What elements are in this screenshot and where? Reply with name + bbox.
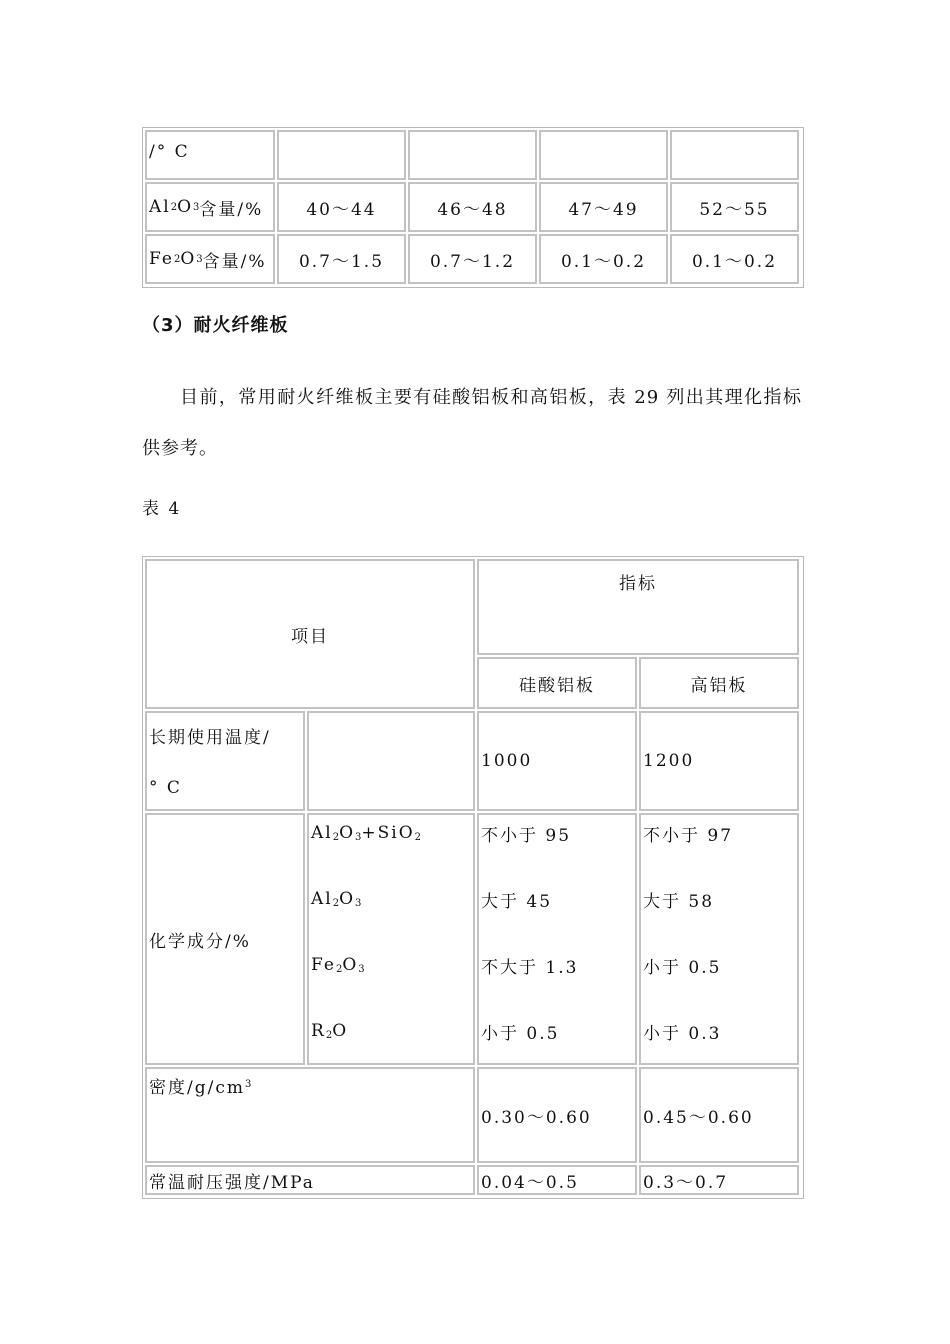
header-item xyxy=(145,559,475,709)
label-part: O xyxy=(180,249,197,269)
label-part: Al xyxy=(311,823,333,843)
label-part: Al xyxy=(311,889,333,909)
table-cell: 小于 0.5 xyxy=(643,958,722,978)
table-cell: 0.04～0.5 xyxy=(477,1165,637,1195)
header-col-high-alumina: 高铝板 xyxy=(639,657,799,709)
label-sub: 2 xyxy=(414,832,422,843)
label-part: +SiO xyxy=(361,823,415,843)
table-cell: 1200 xyxy=(639,711,799,811)
chemical-sub-labels xyxy=(307,813,475,1065)
row-label-chemical: 化学成分/% xyxy=(145,813,305,1065)
label-sub: 3 xyxy=(355,832,362,843)
table-cell: 小于 0.5 xyxy=(481,1024,560,1044)
label-part: Fe xyxy=(149,249,174,269)
table-cell xyxy=(670,130,799,180)
row-label-fe2o3 xyxy=(145,234,275,284)
row-label-temp-unit xyxy=(145,130,275,180)
header-indicator-text: 指标 xyxy=(619,574,657,594)
label-part: O xyxy=(339,889,356,909)
table-cell: 52～55 xyxy=(670,182,799,232)
label-part: O xyxy=(342,955,359,975)
chemical-values-high-alumina xyxy=(639,813,799,1065)
label-part: 密度/g/cm xyxy=(149,1078,245,1098)
section-heading: （3）耐火纤维板 xyxy=(142,315,289,336)
label-sub: 2 xyxy=(332,832,340,843)
sub-label-al2o3-sio2 xyxy=(311,823,421,843)
fiber-board-property-table xyxy=(142,556,804,1199)
table-cell: 0.3～0.7 xyxy=(639,1165,799,1195)
table-cell: 0.1～0.2 xyxy=(539,234,668,284)
header-col-aluminum-silicate: 硅酸铝板 xyxy=(477,657,637,709)
row-label-long-term-temp xyxy=(145,711,305,811)
table-cell: 0.7～1.2 xyxy=(408,234,537,284)
table-cell: 0.30～0.60 xyxy=(477,1067,637,1163)
table-cell: 大于 58 xyxy=(643,892,715,912)
table-cell: 40～44 xyxy=(277,182,406,232)
table-cell xyxy=(539,130,668,180)
label-sub: 2 xyxy=(173,253,181,265)
table-cell: 不大于 1.3 xyxy=(481,958,579,978)
body-paragraph: 目前，常用耐火纤维板主要有硅酸铝板和高铝板，表 29 列出其理化指标供参考。 xyxy=(142,387,802,459)
label-sub: 3 xyxy=(196,253,203,265)
row-label-strength: 常温耐压强度/MPa xyxy=(145,1165,475,1195)
label-part: 含量/% xyxy=(202,251,267,272)
table-cell xyxy=(307,711,475,811)
table-caption: 表 4 xyxy=(142,499,182,519)
table-cell: 小于 0.3 xyxy=(643,1024,722,1044)
label-part: O xyxy=(177,197,194,217)
label-sub: 2 xyxy=(325,1030,333,1041)
label-sub: 2 xyxy=(170,201,178,213)
header-item-text: 项目 xyxy=(291,626,329,647)
label-part: 含量/% xyxy=(199,199,264,220)
row-label-al2o3 xyxy=(145,182,275,232)
table-cell: 大于 45 xyxy=(481,892,553,912)
sub-label-al2o3 xyxy=(311,889,361,909)
label-part: Fe xyxy=(311,955,336,975)
header-indicator xyxy=(477,559,799,655)
label-sub: 3 xyxy=(193,201,200,213)
table-cell: 47～49 xyxy=(539,182,668,232)
label-sup: 3 xyxy=(244,1079,252,1090)
table-cell: 不小于 97 xyxy=(643,826,734,846)
label-part: O xyxy=(339,823,356,843)
table-cell: 0.1～0.2 xyxy=(670,234,799,284)
table-cell: 0.7～1.5 xyxy=(277,234,406,284)
table-cell: 1000 xyxy=(477,711,637,811)
row-label-density xyxy=(145,1067,475,1163)
sub-label-fe2o3 xyxy=(311,955,365,975)
chemical-values-aluminum-silicate xyxy=(477,813,637,1065)
continued-property-table xyxy=(142,127,804,288)
table-cell: 46～48 xyxy=(408,182,537,232)
label-sub: 3 xyxy=(355,898,362,909)
label-part: O xyxy=(332,1021,349,1041)
row-label-text: /° C xyxy=(149,142,190,162)
table-cell: 0.45～0.60 xyxy=(639,1067,799,1163)
label-sub: 3 xyxy=(358,964,365,975)
label-part: R xyxy=(311,1021,326,1041)
table-cell xyxy=(408,130,537,180)
label-sub: 2 xyxy=(332,898,340,909)
table-cell: 不小于 95 xyxy=(481,826,572,846)
label-sub: 2 xyxy=(335,964,343,975)
label-line: 长期使用温度/ xyxy=(149,728,271,748)
table-cell xyxy=(277,130,406,180)
label-line: ° C xyxy=(149,778,182,798)
label-part: Al xyxy=(149,197,171,217)
sub-label-r2o xyxy=(311,1021,348,1041)
